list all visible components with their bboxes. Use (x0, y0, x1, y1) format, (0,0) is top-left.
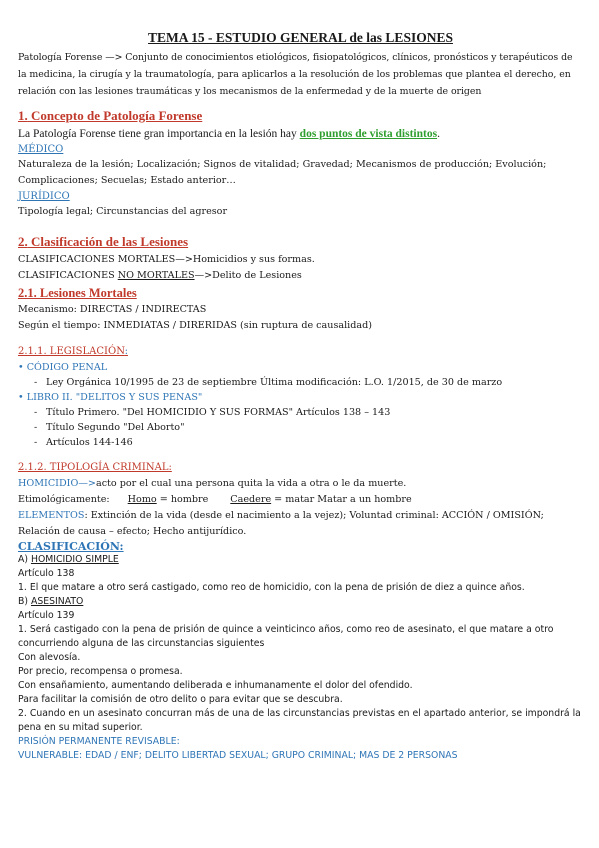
homicidio-simple-heading (18, 553, 583, 567)
section-2-title: Clasificación de las Lesiones (31, 234, 189, 249)
dash-icon: - (34, 437, 38, 448)
libro-ii-sub-1-text: Título Primero. "Del HOMICIDIO Y SUS FORMAS" Artículos 138 – 143 (46, 407, 391, 418)
mecanismo-line: Mecanismo: DIRECTAS / INDIRECTAS (18, 304, 207, 315)
etim-homo-meaning: = hombre (156, 494, 209, 505)
etim-homo: Homo (127, 494, 157, 505)
libro-ii-sub-3-text: Artículos 144-146 (46, 437, 133, 448)
dash-icon: - (34, 422, 38, 433)
homicidio-simple-label: HOMICIDIO SIMPLE (30, 554, 119, 565)
asesinato-heading (18, 595, 583, 609)
articulo-139-text-1: 1. Será castigado con la pena de prisión de quince a veinticinco años, como reo de asesinato, el que matare a otro concurriendo alguna de las circunstancias siguientes (18, 624, 554, 649)
document-title: TEMA 15 - ESTUDIO GENERAL de las LESIONES (148, 30, 453, 45)
juridico-label: JURÍDICO (18, 191, 70, 202)
line2-a: CLASIFICACIONES (18, 270, 118, 281)
homicidio-text: acto por el cual una persona quita la vida a otra o le da muerte. (95, 478, 407, 489)
libro-ii-sub-2 (18, 420, 583, 435)
section-1-lead (18, 126, 583, 142)
elementos-label: ELEMENTOS (18, 510, 85, 521)
asesinato-label: ASESINATO (30, 596, 84, 607)
line2-b: —>Delito de Lesiones (194, 270, 302, 281)
circunstancia-2: Por precio, recompensa o promesa. (18, 666, 183, 677)
legislacion-title: 2.1.1. LEGISLACIÓN (18, 346, 125, 357)
circunstancia-3: Con ensañamiento, aumentando deliberada e inhumanamente el dolor del ofendido. (18, 680, 413, 691)
homicidio-definition (18, 476, 583, 492)
etim-caedere-meaning: = matar Matar a un hombre (271, 494, 412, 505)
etim-label: Etimológicamente: (18, 494, 110, 505)
vulnerable-line: VULNERABLE: EDAD / ENF; DELITO LIBERTAD SEXUAL; GRUPO CRIMINAL; MAS DE 2 PERSONAS (18, 750, 458, 761)
bullet-libro-ii: • LIBRO II. "DELITOS Y SUS PENAS" (18, 392, 203, 403)
libro-ii-sub-3 (18, 435, 583, 450)
legislacion-colon: : (124, 346, 128, 357)
circunstancia-4: Para facilitar la comisión de otro delito o para evitar que se descubra. (18, 694, 343, 705)
section-1-number: 1. (18, 108, 28, 123)
articulo-139: Artículo 139 (18, 610, 75, 621)
document-page (18, 30, 583, 763)
section-1-title: Concepto de Patología Forense (31, 108, 203, 123)
bullet-codigo-penal: • CÓDIGO PENAL (18, 362, 108, 373)
articulo-138: Artículo 138 (18, 568, 75, 579)
section-2-heading (18, 234, 583, 250)
lead-end: . (437, 128, 440, 140)
etim-caedere: Caedere (230, 494, 272, 505)
homicidio-label: HOMICIDIO—> (18, 478, 96, 489)
dash-icon: - (34, 377, 38, 388)
b-prefix: B) (18, 596, 31, 607)
clasificacion-heading: CLASIFICACIÓN: (18, 540, 124, 553)
articulo-139-text-2: 2. Cuando en un asesinato concurran más de una de las circunstancias previstas en el apartado anterior, se impondrá la pena en su mitad superior. (18, 708, 581, 733)
tipologia-heading: 2.1.2. TIPOLOGÍA CRIMINAL: (18, 462, 172, 473)
lead-highlight: dos puntos de vista distintos (299, 128, 438, 140)
lead-text: La Patología Forense tiene gran importancia en la lesión hay (18, 128, 300, 140)
medico-text: Naturaleza de la lesión; Localización; Signos de vitalidad; Gravedad; Mecanismos de producción; Evolución; Complicaciones; Secuelas; Estado anterior… (18, 159, 547, 186)
elementos-line (18, 508, 583, 540)
codigo-penal-sub-text: Ley Orgánica 10/1995 de 23 de septiembre Última modificación: L.O. 1/2015, de 30 de marzo (46, 377, 503, 388)
etimologia-line (18, 492, 583, 508)
medico-label: MÉDICO (18, 144, 64, 155)
section-2-number: 2. (18, 234, 28, 249)
line2-underlined: NO MORTALES (117, 270, 195, 281)
section-1-heading (18, 108, 583, 124)
codigo-penal-sub (18, 375, 583, 390)
legislacion-heading (18, 344, 583, 360)
a-prefix: A) (18, 554, 31, 565)
clasificaciones-mortales: CLASIFICACIONES MORTALES—>Homicidios y sus formas. (18, 254, 315, 265)
circunstancia-1: Con alevosía. (18, 652, 81, 663)
juridico-text: Tipología legal; Circunstancias del agresor (18, 206, 228, 217)
libro-ii-sub-2-text: Título Segundo "Del Aborto" (46, 422, 185, 433)
intro-paragraph: Patología Forense —> Conjunto de conocimientos etiológicos, fisiopatológicos, clínicos, pronósticos y terapéuticos de la medicina, la cirugía y la traumatología, para aplicarlos a la resolución de los problemas que plantea el derecho, en relación con las lesiones traumáticas y los mecanismos de la enfermedad y de la muerte de origen (18, 52, 573, 97)
clasificaciones-no-mortales (18, 268, 583, 284)
elementos-text: : Extinción de la vida (desde el nacimiento a la vejez); Voluntad criminal: ACCIÓN / OMISIÓN; Relación de causa – efecto; Hecho antijurídico. (18, 510, 544, 537)
tiempo-line: Según el tiempo: INMEDIATAS / DIRERIDAS (sin ruptura de causalidad) (18, 320, 372, 331)
libro-ii-sub-1 (18, 405, 583, 420)
dash-icon: - (34, 407, 38, 418)
prision-permanente: PRISIÓN PERMANENTE REVISABLE: (18, 736, 180, 747)
articulo-138-text: 1. El que matare a otro será castigado, como reo de homicidio, con la pena de prisión de diez a quince años. (18, 582, 525, 593)
subsection-2-1-heading: 2.1. Lesiones Mortales (18, 286, 137, 300)
